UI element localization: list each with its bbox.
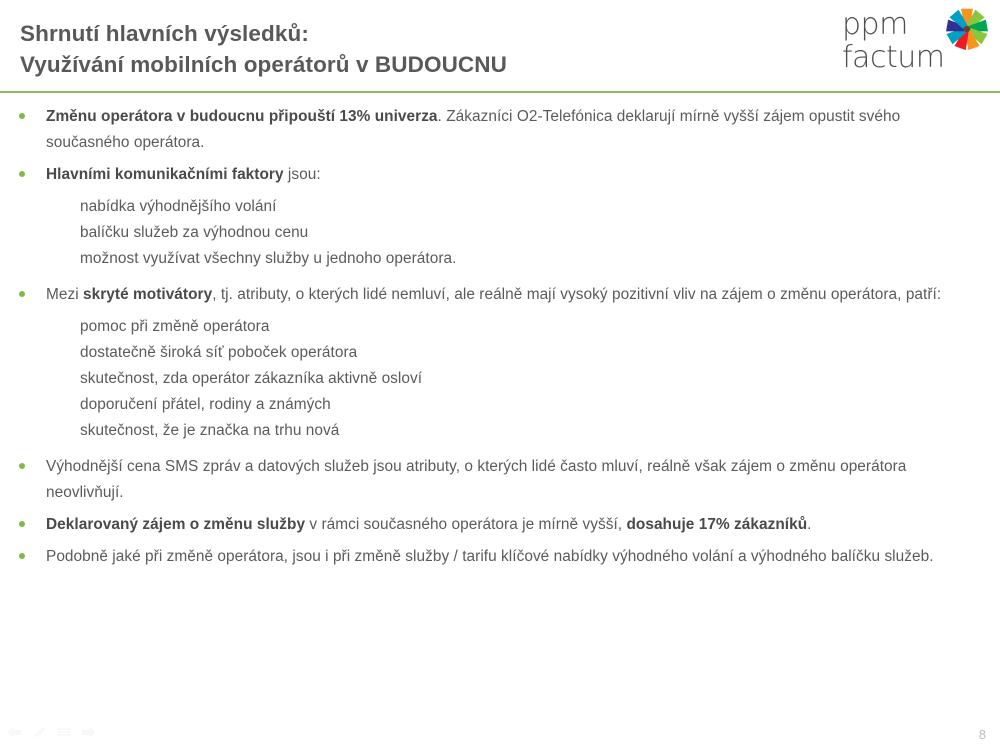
page-number: 8 bbox=[978, 727, 986, 742]
bullet-bold-lead: Deklarovaný zájem o změnu služby bbox=[46, 516, 306, 533]
brand-logo-text bbox=[842, 8, 944, 74]
brand-logo bbox=[842, 6, 992, 82]
bullet-dot-icon bbox=[19, 521, 25, 527]
brand-logo-line-1: ppm bbox=[842, 7, 908, 42]
bullet-dot-icon bbox=[19, 463, 25, 469]
bullet-item bbox=[0, 162, 1000, 188]
bullet-item bbox=[0, 454, 1000, 506]
sub-list bbox=[0, 314, 1000, 444]
sub-list-item: dostatečně široká síť poboček operátora bbox=[80, 344, 358, 361]
bullet-rest: v rámci současného operátora je mírně vyšší, bbox=[305, 516, 627, 533]
sub-list-item: skutečnost, že je značka na trhu nová bbox=[80, 422, 340, 439]
bullet-text: Podobně jaké při změně operátora, jsou i při změně služby / tarifu klíčové nabídky výhodného volání a výhodného balíčku služeb. bbox=[46, 548, 934, 565]
header-divider bbox=[0, 91, 1000, 93]
slide-body bbox=[0, 104, 1000, 570]
bullet-pre: Mezi bbox=[46, 286, 84, 303]
bullet-text bbox=[46, 104, 970, 156]
bullet-rest: jsou: bbox=[283, 166, 321, 183]
forward-arrow-icon[interactable] bbox=[81, 726, 96, 739]
sub-list-item: pomoc při změně operátora bbox=[80, 318, 270, 335]
bullet-item bbox=[0, 544, 1000, 570]
sub-list-item: doporučení přátel, rodiny a známých bbox=[80, 396, 331, 413]
bullet-text bbox=[46, 512, 970, 538]
sub-list-item: možnost využívat všechny služby u jednoho operátora. bbox=[80, 250, 457, 267]
brand-logo-line-2: factum bbox=[842, 40, 945, 75]
bullet-tail: . bbox=[807, 516, 812, 533]
page-title-line-1: Shrnutí hlavních výsledků: bbox=[20, 21, 309, 46]
page-title bbox=[20, 18, 820, 80]
bullet-item bbox=[0, 104, 1000, 156]
sub-list-item: nabídka výhodnějšího volání bbox=[80, 198, 277, 215]
starburst-icon bbox=[944, 6, 990, 52]
bullet-rest: , tj. atributy, o kterých lidé nemluví, ale reálně mají vysoký pozitivní vliv na zájem o změnu operátora, patří: bbox=[212, 286, 942, 303]
bullet-bold-tail: dosahuje 17% zákazníků bbox=[626, 516, 808, 533]
bullet-text bbox=[46, 282, 970, 308]
sub-list-item: balíčku služeb za výhodnou cenu bbox=[80, 224, 309, 241]
bullet-text bbox=[46, 162, 970, 188]
pencil-icon[interactable] bbox=[32, 726, 47, 739]
bullet-bold-lead: skryté motivátory bbox=[83, 286, 213, 303]
bullet-dot-icon bbox=[19, 291, 25, 297]
back-arrow-icon[interactable] bbox=[7, 726, 22, 739]
footer-toolbar[interactable] bbox=[7, 726, 96, 739]
bullet-dot-icon bbox=[19, 113, 25, 119]
slide-header bbox=[0, 0, 1000, 93]
bullet-bold-lead: Hlavními komunikačními faktory bbox=[46, 166, 284, 183]
list-icon[interactable] bbox=[57, 726, 71, 739]
bullet-rest: . Zákazníci O2-Telefónica deklarují mírně vyšší zájem opustit svého současného operátora. bbox=[46, 108, 901, 151]
bullet-dot-icon bbox=[19, 553, 25, 559]
sub-list bbox=[0, 194, 1000, 272]
bullet-text: Výhodnější cena SMS zpráv a datových služeb jsou atributy, o kterých lidé často mluví, reálně však zájem o změnu operátora neovlivňují. bbox=[46, 458, 907, 501]
sub-list-item: skutečnost, zda operátor zákazníka aktivně osloví bbox=[80, 370, 423, 387]
bullet-bold-lead: Změnu operátora v budoucnu připouští 13% univerza bbox=[46, 108, 438, 125]
page-title-line-2: Využívání mobilních operátorů v BUDOUCNU bbox=[20, 52, 507, 77]
bullet-item bbox=[0, 282, 1000, 308]
bullet-dot-icon bbox=[19, 171, 25, 177]
bullet-item bbox=[0, 512, 1000, 538]
